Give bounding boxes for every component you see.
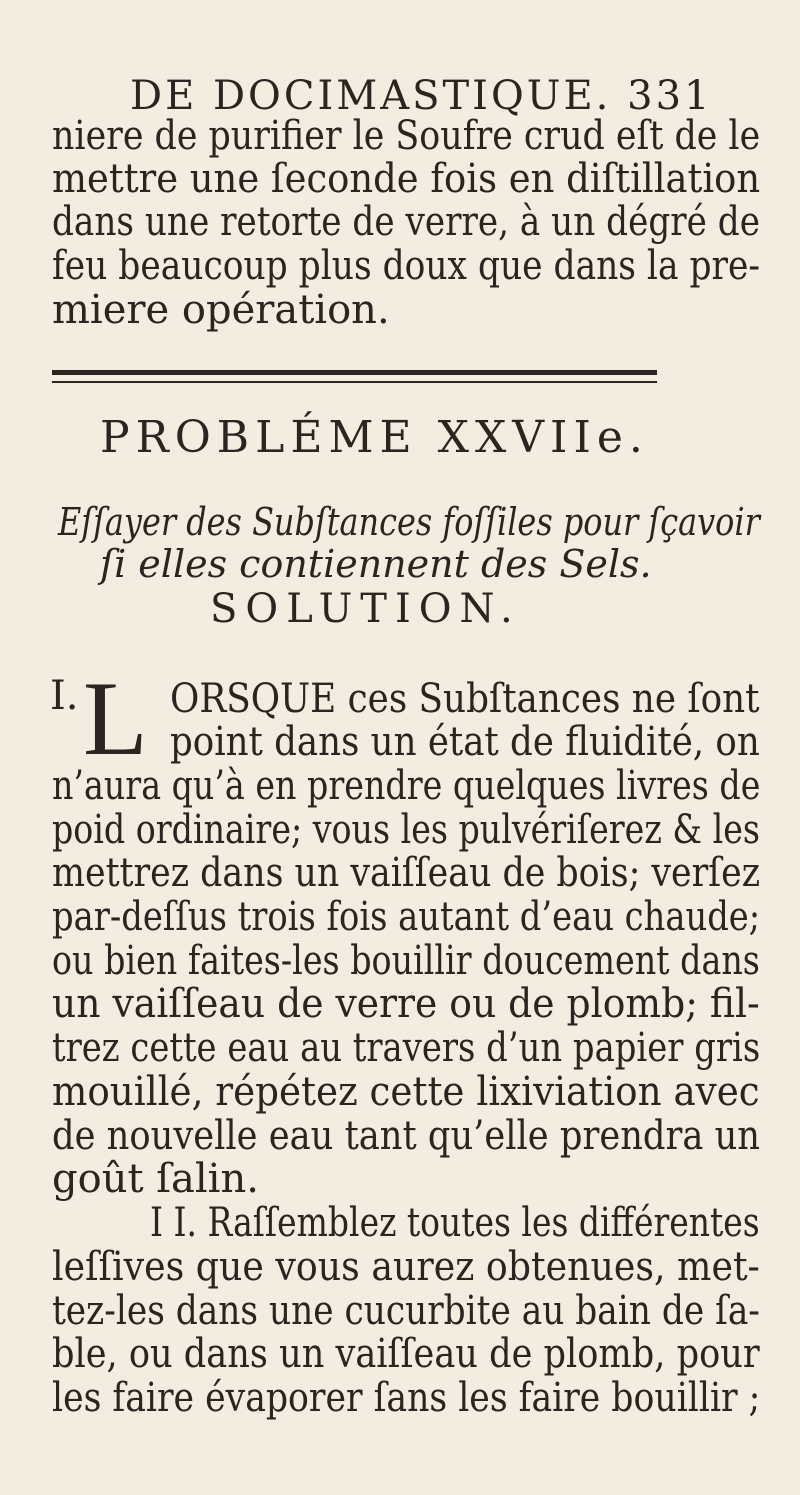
text-line: mettrez dans un vaiſſeau de bois; verſez <box>52 850 761 896</box>
section-rule-thin <box>52 381 657 383</box>
text-line: tez-les dans une cucurbite au bain de ſa- <box>52 1288 760 1334</box>
text-line: ORSQUE ces Subſtances ne ſont <box>170 676 760 722</box>
text-line: goût ſalin. <box>52 1156 259 1202</box>
text-line: point dans un état de fluidité, on <box>170 719 760 765</box>
text-line: mettre une ſeconde fois en diſtillation <box>52 156 761 202</box>
text-line: les faire évaporer ſans les faire bouillir ; <box>52 1375 761 1421</box>
solution-title: SOLUTION. <box>210 586 521 632</box>
text-line: niere de purifier le Soufre crud eſt de le <box>52 113 761 159</box>
text-line: poid ordinaire; vous les pulvériſerez & les <box>52 807 760 853</box>
text-line: I I. Raſſemblez toutes les différentes <box>150 1200 760 1246</box>
text-line: ble, ou dans un vaiſſeau de plomb, pour <box>52 1331 760 1377</box>
problem-title: PROBLÉME XXVIIe. <box>100 412 649 463</box>
section-rule-thick <box>52 370 657 375</box>
text-line: Eſſayer des Subſtances foſſiles pour ſçavoir <box>58 500 760 544</box>
text-line: un vaiſſeau de verre ou de plomb; fil- <box>52 981 760 1027</box>
text-line: trez cette eau au travers d’un papier gris <box>52 1025 761 1071</box>
text-line: feu beaucoup plus doux que dans la pre- <box>52 243 761 289</box>
text-line: n’aura qu’à en prendre quelques livres de <box>52 763 761 809</box>
text-line: ou bien faites-les bouillir doucement dans <box>52 938 760 984</box>
drop-cap: L <box>83 660 148 777</box>
running-header: DE DOCIMASTIQUE. 331 <box>130 73 713 119</box>
text-line: leſſives que vous aurez obtenues, met- <box>52 1244 760 1290</box>
text-line: mouillé, répétez cette lixiviation avec <box>52 1069 760 1115</box>
text-line: miere opération. <box>52 287 390 333</box>
text-line: dans une retorte de verre, à un dégré de <box>52 199 760 245</box>
text-line: ſi elles contiennent des Sels. <box>100 542 652 586</box>
paragraph-numeral: I. <box>50 673 79 719</box>
text-line: de nouvelle eau tant qu’elle prendra un <box>52 1113 761 1159</box>
text-line: par-deſſus trois fois autant d’eau chaude; <box>52 894 761 940</box>
